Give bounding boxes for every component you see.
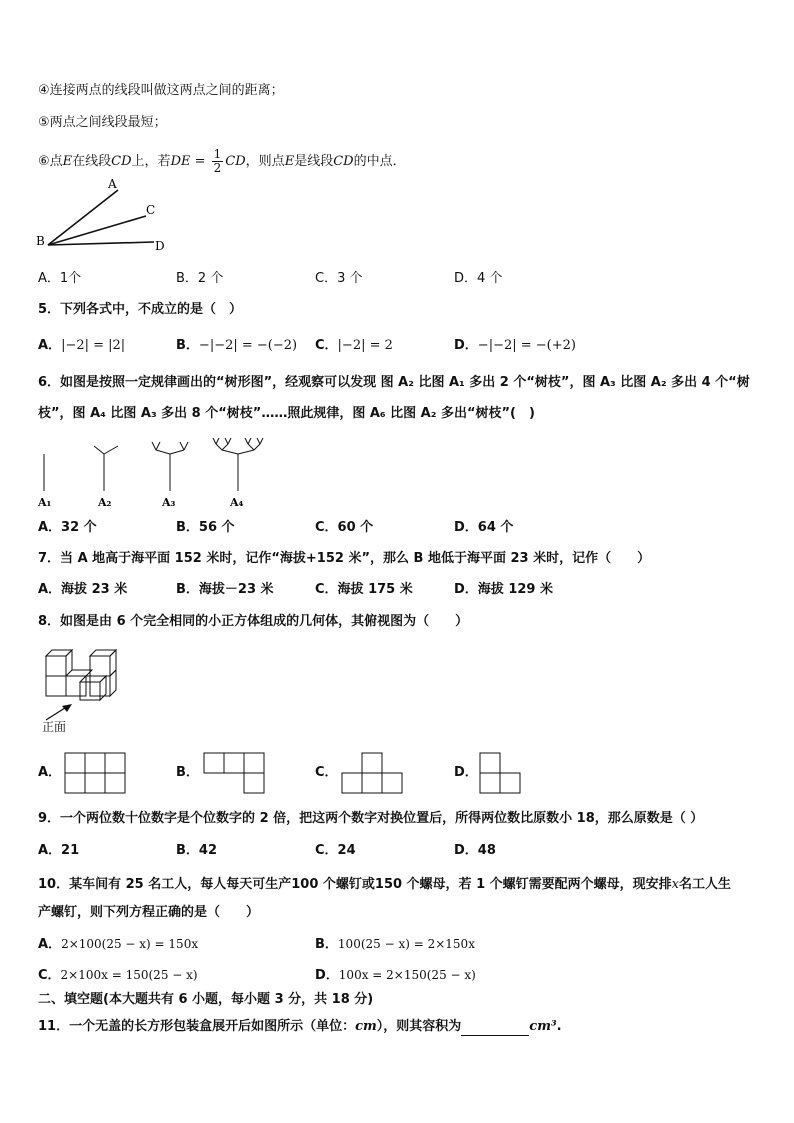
- label-a3: A₃: [162, 496, 176, 509]
- statement-6-text: ⑥点: [38, 154, 63, 169]
- front-label: 正面: [42, 720, 67, 734]
- statement-6-text: 上，若: [131, 154, 171, 169]
- q6-stem-line1: 6．如图是按照一定规律画出的“树形图”，经观察可以发现 图 A₂ 比图 A₁ 多出 2 个“树枝”，图 A₃ 比图 A₂ 多出 4 个“树: [38, 375, 750, 390]
- var-cd: CD: [225, 154, 246, 169]
- q7-option-a[interactable]: A．海拔 23 米: [38, 582, 128, 597]
- q9-option-b[interactable]: B．42: [176, 843, 217, 858]
- q4-option-d[interactable]: D．4 个: [454, 271, 503, 286]
- label-a4: A₄: [230, 496, 244, 509]
- q10-option-d[interactable]: D．100x = 2×150(25 − x): [315, 968, 476, 983]
- q8-option-b-label[interactable]: B．: [176, 765, 199, 780]
- statement-6-text: 的中点．: [353, 154, 406, 169]
- q9-stem: 9．一个两位数十位数字是个位数字的 2 倍，把这两个数字对换位置后，所得两位数比原数小 18，那么原数是（ ）: [38, 811, 704, 826]
- answer-blank[interactable]: [461, 1022, 529, 1036]
- q8-option-a-view[interactable]: [64, 750, 130, 796]
- q8-option-b-view[interactable]: [202, 750, 268, 796]
- var-de: DE: [170, 154, 191, 169]
- cubes-figure: [40, 644, 140, 706]
- label-d: D: [155, 239, 165, 252]
- q8-option-a-label[interactable]: A．: [38, 765, 62, 780]
- q5-stem: 5．下列各式中，不成立的是（ ）: [38, 302, 243, 317]
- q5-option-a[interactable]: A．|−2| = |2|: [38, 338, 126, 353]
- q10-stem-line1: 10．某车间有 25 名工人，每人每天可生产100 个螺钉或150 个螺母，若 1 个螺钉需要配两个螺母，现安排x名工人生: [38, 877, 732, 892]
- label-a1: A₁: [38, 496, 52, 509]
- label-b: B: [36, 234, 45, 248]
- q10-option-b[interactable]: B．100(25 − x) = 2×150x: [315, 937, 475, 952]
- q9-option-c[interactable]: C．24: [315, 843, 356, 858]
- q6-option-d[interactable]: D．64 个: [454, 520, 514, 535]
- angle-figure: [34, 176, 174, 252]
- q4-option-a[interactable]: A．1个: [38, 271, 82, 286]
- q8-option-c-label[interactable]: C．: [315, 765, 338, 780]
- q5-option-d[interactable]: D．−|−2| = −(+2): [454, 338, 576, 353]
- var-cd: CD: [111, 154, 132, 169]
- q8-option-c-view[interactable]: [340, 750, 406, 796]
- q5-option-c[interactable]: C．|−2| = 2: [315, 338, 393, 353]
- tree-figures: [34, 436, 284, 512]
- q7-option-d[interactable]: D．海拔 129 米: [454, 582, 553, 597]
- statement-6-text: ，则点: [245, 154, 285, 169]
- q10-option-a[interactable]: A．2×100(25 − x) = 150x: [38, 937, 199, 952]
- var-e: E: [62, 154, 73, 169]
- q8-option-d-view[interactable]: [478, 750, 544, 796]
- q4-option-c[interactable]: C．3 个: [315, 271, 363, 286]
- statement-6-text: 在线段: [72, 154, 112, 169]
- q10-option-c[interactable]: C．2×100x = 150(25 − x): [38, 968, 198, 983]
- label-c: C: [146, 203, 156, 217]
- q4-option-b[interactable]: B．2 个: [176, 271, 224, 286]
- q6-option-c[interactable]: C．60 个: [315, 520, 374, 535]
- q5-option-b[interactable]: B．−|−2| = −(−2): [176, 338, 298, 353]
- label-a2: A₂: [98, 496, 112, 509]
- q8-stem: 8．如图是由 6 个完全相同的小正方体组成的几何体，其俯视图为（ ）: [38, 614, 469, 629]
- q6-option-a[interactable]: A．32 个: [38, 520, 97, 535]
- q7-stem: 7．当 A 地高于海平面 152 米时，记作“海拔+152 米”，那么 B 地低于海平面 23 米时，记作（ ）: [38, 551, 651, 566]
- q9-option-a[interactable]: A．21: [38, 843, 80, 858]
- var-e: E: [284, 154, 295, 169]
- q11-stem: 11．一个无盖的长方形包装盒展开后如图所示（单位：cm），则其容积为 cm³.: [38, 1019, 562, 1034]
- label-a: A: [108, 177, 117, 191]
- q7-option-b[interactable]: B．海拔－23 米: [176, 582, 274, 597]
- q6-option-b[interactable]: B．56 个: [176, 520, 235, 535]
- section-2-heading: 二、填空题(本大题共有 6 小题，每小题 3 分，共 18 分): [38, 992, 374, 1007]
- q8-option-d-label[interactable]: D．: [454, 765, 478, 780]
- statement-5: ⑤两点之间线段最短；: [38, 115, 167, 130]
- q6-stem-line2: 枝”，图 A₄ 比图 A₃ 多出 8 个“树枝”……照此规律，图 A₆ 比图 A₂ 多出“树枝”( ): [38, 406, 535, 421]
- q9-option-d[interactable]: D．48: [454, 843, 496, 858]
- statement-6-text: 是线段: [294, 154, 334, 169]
- q10-stem-line2: 产螺钉，则下列方程正确的是（ ）: [38, 905, 260, 920]
- q7-option-c[interactable]: C．海拔 175 米: [315, 582, 413, 597]
- var-cd: CD: [333, 154, 354, 169]
- statement-6: ⑥点E在线段CD上，若DE = $\frac{1}{2}$ CD，则点E是线段CD的中点．: [38, 147, 406, 175]
- statement-4: ④连接两点的线段叫做这两点之间的距离；: [38, 83, 284, 98]
- fraction-half: $\frac{1}{2}$: [213, 147, 222, 175]
